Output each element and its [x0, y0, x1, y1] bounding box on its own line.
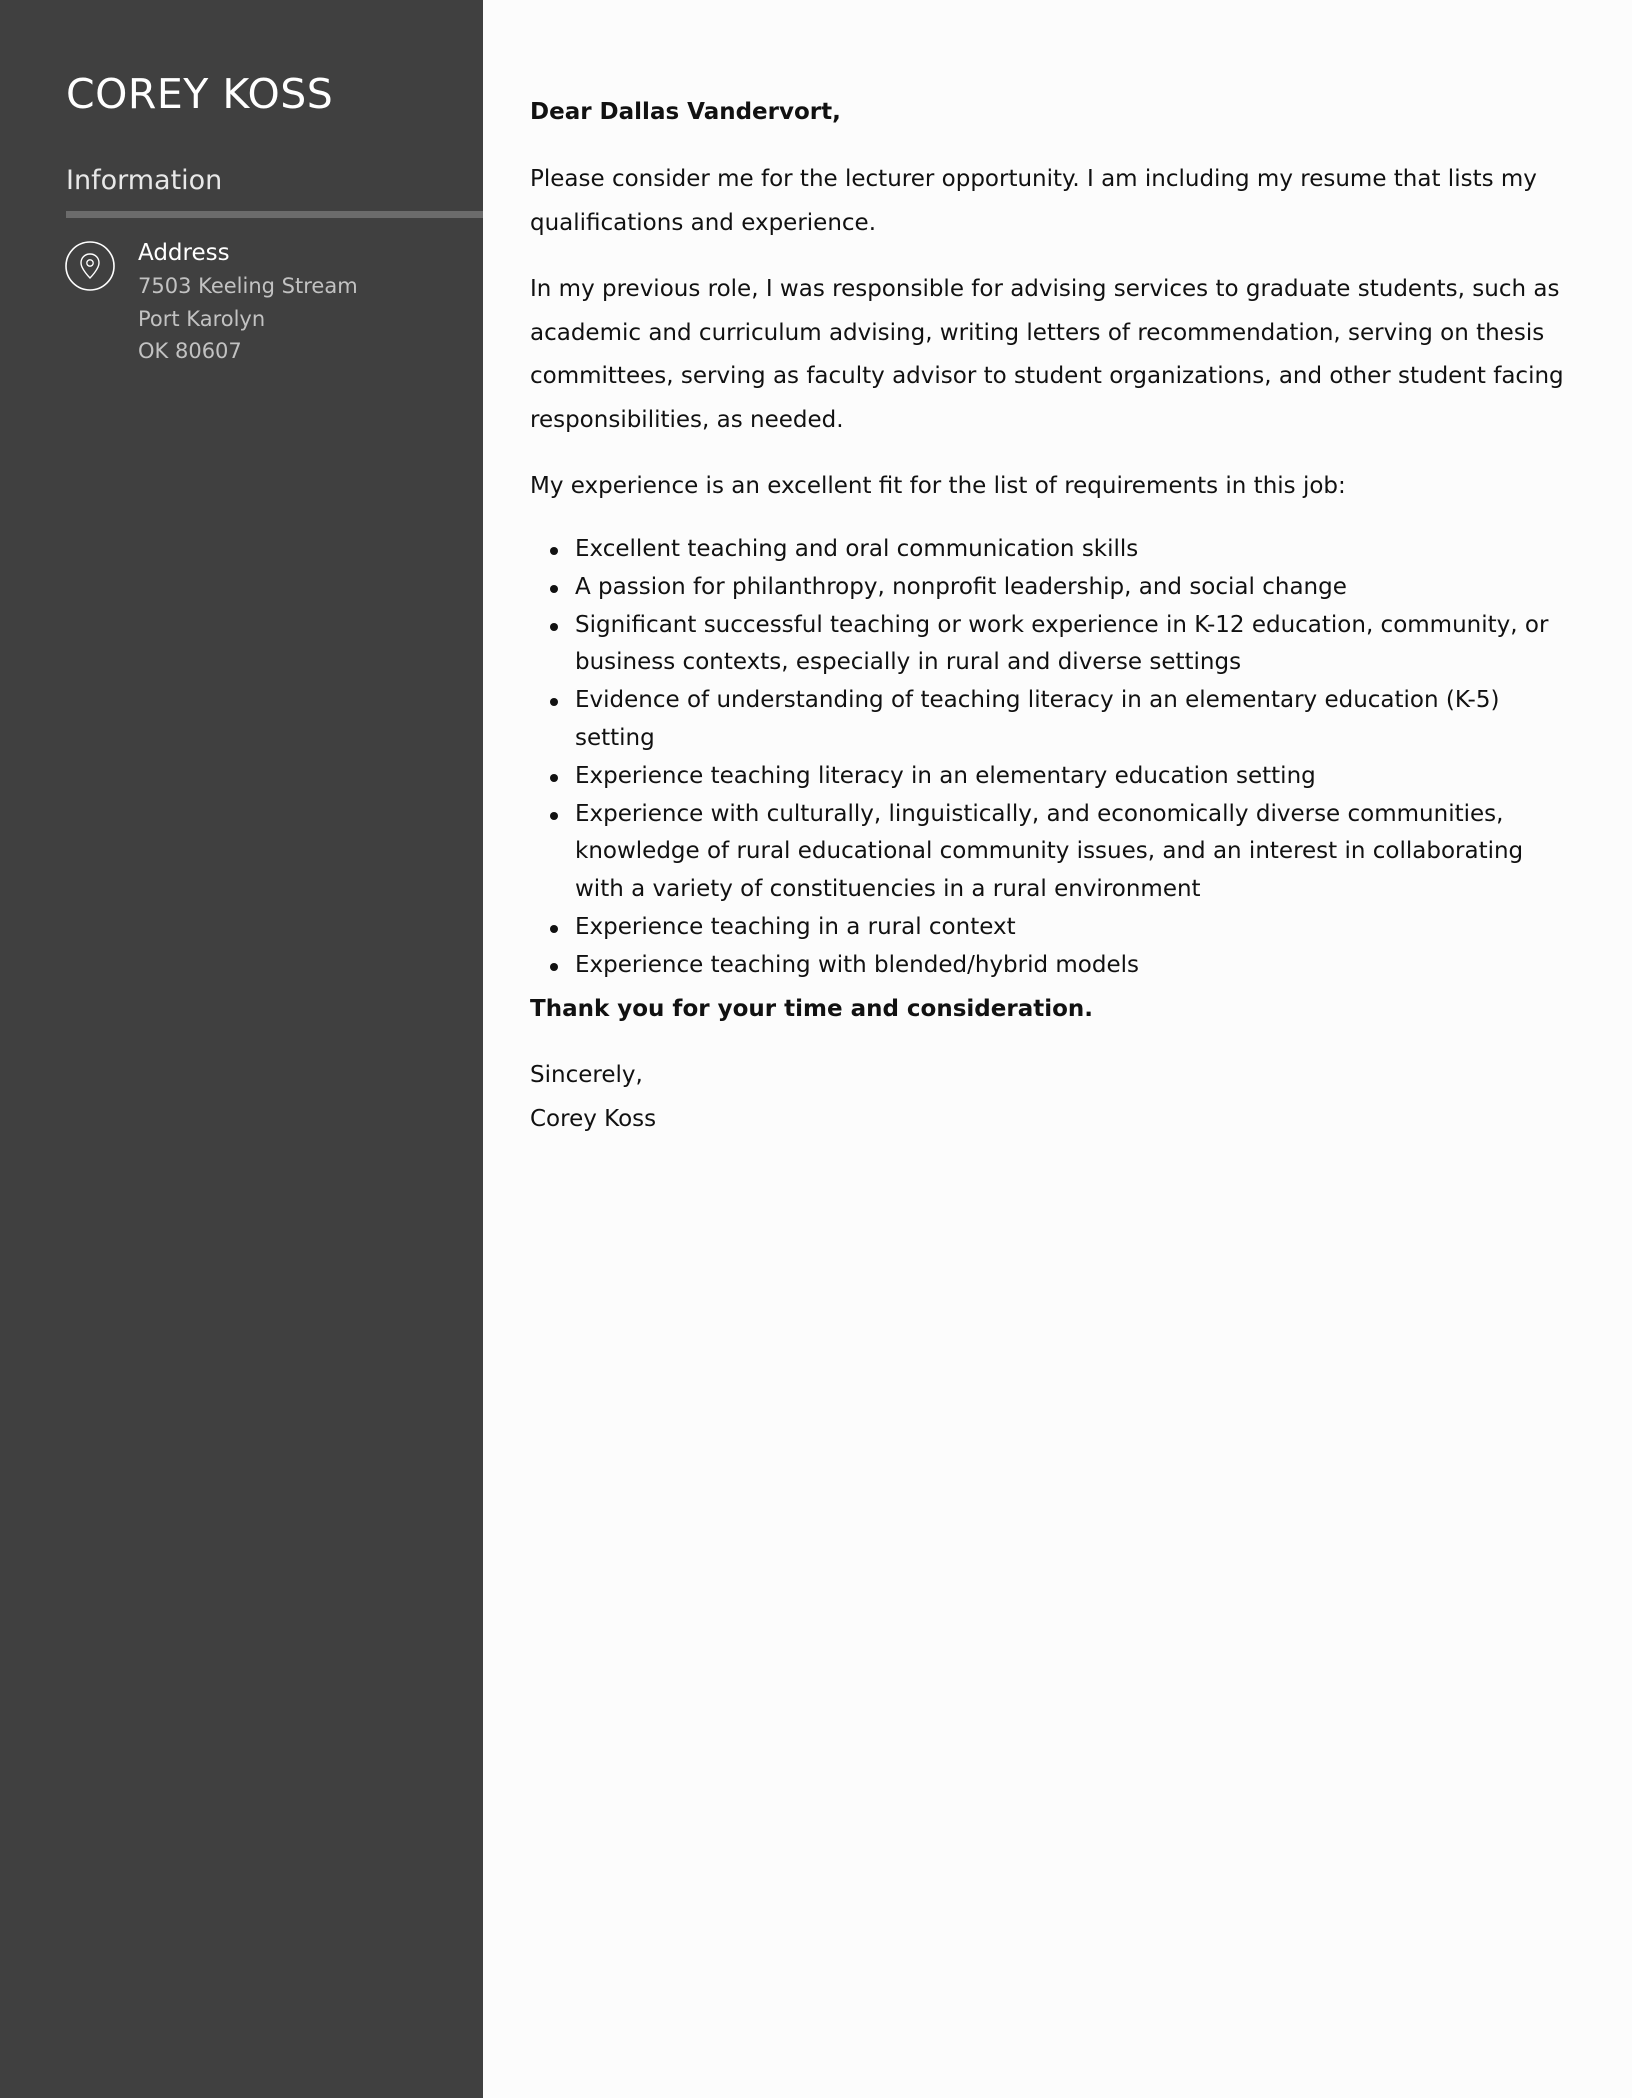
paragraph-requirements-intro: My experience is an excellent fit for the list of requirements in this job:	[530, 473, 1346, 499]
information-heading: Information	[66, 165, 223, 196]
section-divider	[66, 211, 483, 218]
list-item: Experience teaching literacy in an elementary education setting	[530, 758, 1570, 796]
address-state-zip: OK 80607	[138, 339, 242, 363]
salutation: Dear Dallas Vandervort,	[530, 99, 841, 125]
list-item: Evidence of understanding of teaching literacy in an elementary education (K-5) setting	[530, 682, 1570, 758]
list-item: Significant successful teaching or work experience in K-12 education, community, or business contexts, especially in rural and diverse settings	[530, 607, 1570, 683]
list-item: Experience with culturally, linguistically, and economically diverse communities, knowledge of rural educational community issues, and an interest in collaborating with a variety of constituencies in a rural environment	[530, 796, 1570, 909]
applicant-name: COREY KOSS	[66, 70, 334, 118]
signature: Corey Koss	[530, 1106, 657, 1132]
thank-you-line: Thank you for your time and consideration.	[530, 996, 1094, 1022]
paragraph-previous-role: In my previous role, I was responsible for advising services to graduate students, such as academic and curriculum advising, writing letters of recommendation, serving on thesis committees, serving as faculty advisor to student organizations, and other student facing responsibilities, as needed.	[530, 276, 1564, 433]
address-label: Address	[138, 240, 230, 266]
address-block	[138, 236, 358, 368]
address-street: 7503 Keeling Stream	[138, 274, 358, 298]
location-pin-icon	[65, 241, 115, 291]
sidebar	[0, 0, 483, 2098]
requirements-list	[530, 531, 1570, 985]
closing: Sincerely,	[530, 1062, 643, 1088]
list-item: Experience teaching in a rural context	[530, 909, 1570, 947]
list-item: Excellent teaching and oral communication skills	[530, 531, 1570, 569]
list-item: Experience teaching with blended/hybrid models	[530, 947, 1570, 985]
list-item: A passion for philanthropy, nonprofit leadership, and social change	[530, 569, 1570, 607]
address-city: Port Karolyn	[138, 306, 266, 331]
paragraph-intro: Please consider me for the lecturer opportunity. I am including my resume that lists my qualifications and experience.	[530, 166, 1537, 236]
